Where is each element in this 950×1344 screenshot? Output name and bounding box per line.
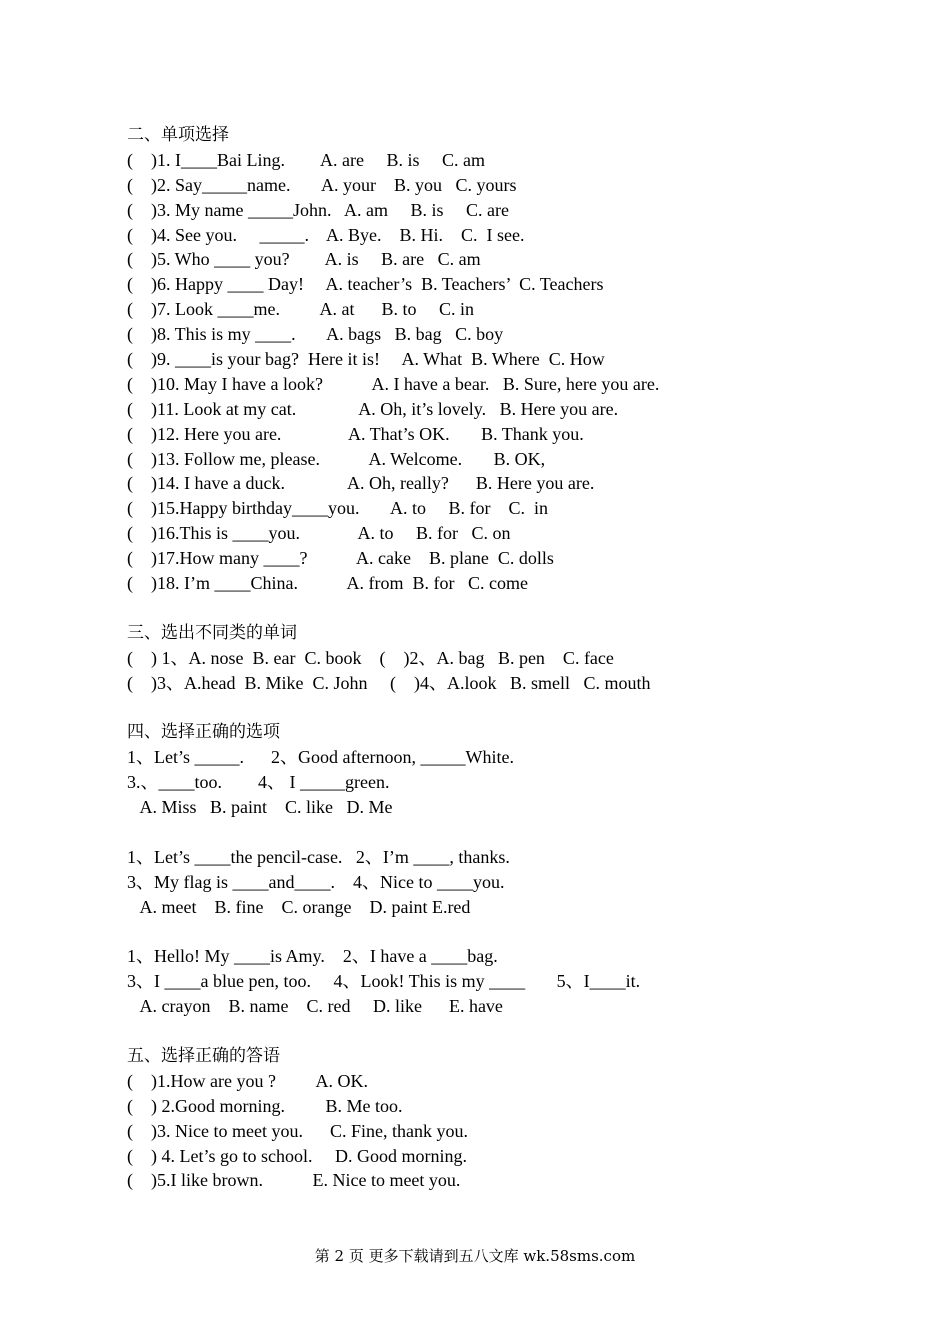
question-line: ( )14. I have a duck. A. Oh, really? B. Here you are. xyxy=(127,473,595,494)
question-line: ( )4. See you. _____. A. Bye. B. Hi. C. I see. xyxy=(127,224,525,245)
section-5-title: 五、选择正确的答语 xyxy=(127,1045,280,1066)
question-line: ( )1.How are you ? A. OK. xyxy=(127,1070,368,1091)
section-2-title: 二、单项选择 xyxy=(127,125,229,145)
question-line: 1、Let’s ____the pencil-case. 2、I’m ____, thanks. xyxy=(127,846,510,867)
section-4-group-3 xyxy=(127,944,907,1019)
worksheet-page xyxy=(127,123,907,1193)
spacer xyxy=(127,695,907,720)
question-line: 3、My flag is ____and____. 4、Nice to ____you. xyxy=(127,871,505,892)
question-line: ( )18. I’m ____China. A. from B. for C. come xyxy=(127,573,528,594)
options-line: A. meet B. fine C. orange D. paint E.red xyxy=(127,896,471,917)
question-line: ( )5. Who ____ you? A. is B. are C. am xyxy=(127,249,481,270)
question-line: ( ) 1、A. nose B. ear C. book ( )2、A. bag B. pen C. face xyxy=(127,647,614,668)
question-line: ( )3. My name _____John. A. am B. is C. are xyxy=(127,199,509,220)
question-line: ( )9. ____is your bag? Here it is! A. What B. Where C. How xyxy=(127,349,605,370)
question-line: ( )12. Here you are. A. That’s OK. B. Thank you. xyxy=(127,423,584,444)
spacer xyxy=(127,920,907,945)
section-4-group-1 xyxy=(127,745,907,820)
question-line: 1、Hello! My ____is Amy. 2、I have a ____bag. xyxy=(127,946,498,967)
question-line: 1、Let’s _____. 2、Good afternoon, _____White. xyxy=(127,747,514,768)
question-line: ( )6. Happy ____ Day! A. teacher’s B. Teachers’ C. Teachers xyxy=(127,274,604,295)
question-line: ( ) 4. Let’s go to school. D. Good morning. xyxy=(127,1145,467,1166)
question-line: ( ) 2.Good morning. B. Me too. xyxy=(127,1095,403,1116)
question-line: ( )5.I like brown. E. Nice to meet you. xyxy=(127,1170,461,1191)
section-3-list xyxy=(127,646,907,696)
section-4-group-2 xyxy=(127,845,907,920)
section-5-list xyxy=(127,1069,907,1193)
question-line: ( )8. This is my ____. A. bags B. bag C. boy xyxy=(127,324,504,345)
question-line: ( )13. Follow me, please. A. Welcome. B. OK, xyxy=(127,448,546,469)
question-line: ( )11. Look at my cat. A. Oh, it’s lovely. B. Here you are. xyxy=(127,398,619,419)
question-line: ( )3、A.head B. Mike C. John ( )4、A.look B. smell C. mouth xyxy=(127,672,651,693)
question-line: 3、I ____a blue pen, too. 4、Look! This is my ____ 5、I____it. xyxy=(127,971,641,992)
spacer xyxy=(127,1019,907,1044)
section-4-title: 四、选择正确的选项 xyxy=(127,722,280,743)
options-line: A. Miss B. paint C. like D. Me xyxy=(127,797,393,818)
question-line: ( )16.This is ____you. A. to B. for C. on xyxy=(127,523,511,544)
question-line: ( )3. Nice to meet you. C. Fine, thank you. xyxy=(127,1120,468,1141)
question-line: 3.、____too. 4、 I _____green. xyxy=(127,772,390,793)
question-line: ( )15.Happy birthday____you. A. to B. for C. in xyxy=(127,498,548,519)
question-line: ( )2. Say_____name. A. your B. you C. yours xyxy=(127,174,517,195)
question-line: ( )17.How many ____? A. cake B. plane C. dolls xyxy=(127,548,554,569)
spacer xyxy=(127,820,907,845)
question-line: ( )7. Look ____me. A. at B. to C. in xyxy=(127,299,474,320)
spacer xyxy=(127,596,907,621)
page-footer: 第 2 页 更多下载请到五八文库 wk.58sms.com xyxy=(314,1247,636,1265)
question-line: ( )1. I____Bai Ling. A. are B. is C. am xyxy=(127,149,485,170)
section-2-list xyxy=(127,148,907,596)
section-3-title: 三、选出不同类的单词 xyxy=(127,622,297,643)
question-line: ( )10. May I have a look? A. I have a bear. B. Sure, here you are. xyxy=(127,373,660,394)
options-line: A. crayon B. name C. red D. like E. have xyxy=(127,996,503,1017)
